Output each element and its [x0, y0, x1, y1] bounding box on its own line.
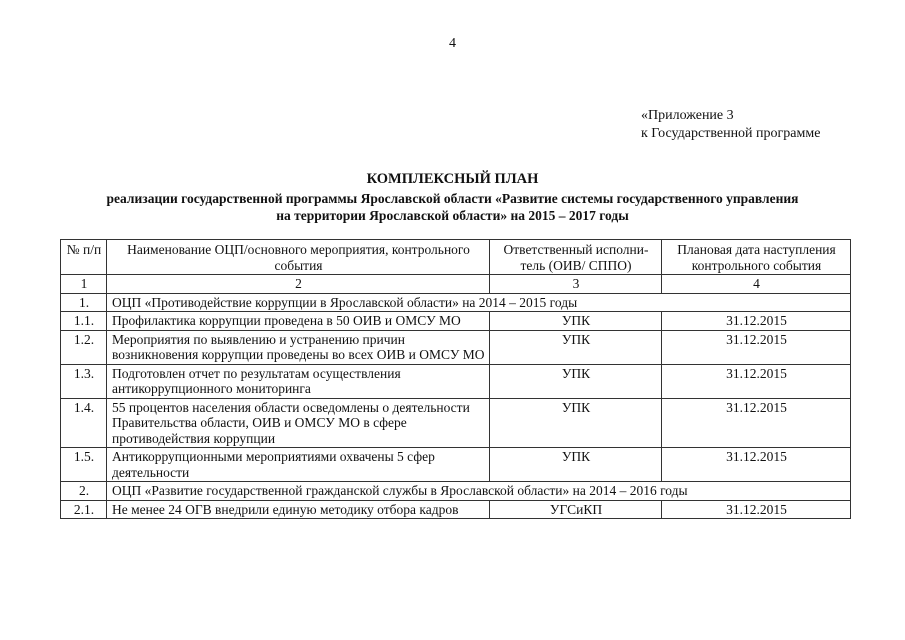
header-name: Наименование ОЦП/основного мероприятия, контрольного события — [107, 240, 490, 275]
header-responsible: Ответственный исполни-тель (ОИВ/ СППО) — [490, 240, 662, 275]
document-title — [60, 171, 845, 224]
column-number: 1 — [61, 275, 107, 294]
column-number: 2 — [107, 275, 490, 294]
table-row — [61, 312, 851, 331]
row-number: 1. — [61, 293, 107, 312]
section-row — [61, 482, 851, 501]
column-numbers-row — [61, 275, 851, 294]
table-row — [61, 398, 851, 448]
row-number: 1.3. — [61, 364, 107, 398]
section-row — [61, 293, 851, 312]
responsible-executor: УПК — [490, 398, 662, 448]
responsible-executor: УПК — [490, 448, 662, 482]
row-number: 1.4. — [61, 398, 107, 448]
header-num: № п/п — [61, 240, 107, 275]
event-name: Не менее 24 ОГВ внедрили единую методику отбора кадров — [107, 500, 490, 519]
responsible-executor: УПК — [490, 364, 662, 398]
planned-date: 31.12.2015 — [662, 448, 851, 482]
event-name: Подготовлен отчет по результатам осуществления антикоррупционного мониторинга — [107, 364, 490, 398]
event-name: Мероприятия по выявлению и устранению причин возникновения коррупции проведены во всех ОИВ и ОМСУ МО — [107, 330, 490, 364]
title-line-2: реализации государственной программы Ярославской области «Развитие системы государственного управления — [106, 191, 799, 206]
planned-date: 31.12.2015 — [662, 330, 851, 364]
title-main: КОМПЛЕКСНЫЙ ПЛАН — [366, 171, 539, 187]
table-row — [61, 500, 851, 519]
event-name: Профилактика коррупции проведена в 50 ОИВ и ОМСУ МО — [107, 312, 490, 331]
table-row — [61, 364, 851, 398]
row-number: 1.2. — [61, 330, 107, 364]
responsible-executor: УПК — [490, 312, 662, 331]
column-number: 4 — [662, 275, 851, 294]
row-number: 1.1. — [61, 312, 107, 331]
header-date: Плановая дата наступления контрольного события — [662, 240, 851, 275]
table-row — [61, 448, 851, 482]
planned-date: 31.12.2015 — [662, 500, 851, 519]
table-header-row — [61, 240, 851, 275]
plan-table — [60, 239, 851, 519]
responsible-executor: УГСиКП — [490, 500, 662, 519]
row-number: 1.5. — [61, 448, 107, 482]
appendix-line-2: к Государственной программе — [641, 126, 821, 141]
responsible-executor: УПК — [490, 330, 662, 364]
table-row — [61, 330, 851, 364]
planned-date: 31.12.2015 — [662, 364, 851, 398]
row-number: 2. — [61, 482, 107, 501]
appendix-note — [641, 107, 820, 143]
section-title: ОЦП «Развитие государственной гражданской службы в Ярославской области» на 2014 – 2016 годы — [107, 482, 851, 501]
event-name: 55 процентов населения области осведомлены о деятельности Правительства области, ОИВ и ОМСУ МО в сфере противодействия коррупции — [107, 398, 490, 448]
appendix-line-1: «Приложение 3 — [641, 108, 734, 123]
page-number: 4 — [449, 36, 456, 51]
planned-date: 31.12.2015 — [662, 312, 851, 331]
row-number: 2.1. — [61, 500, 107, 519]
event-name: Антикоррупционными мероприятиями охвачены 5 сфер деятельности — [107, 448, 490, 482]
title-line-3: на территории Ярославской области» на 2015 – 2017 годы — [276, 208, 629, 223]
column-number: 3 — [490, 275, 662, 294]
section-title: ОЦП «Противодействие коррупции в Ярославской области» на 2014 – 2015 годы — [107, 293, 851, 312]
planned-date: 31.12.2015 — [662, 398, 851, 448]
